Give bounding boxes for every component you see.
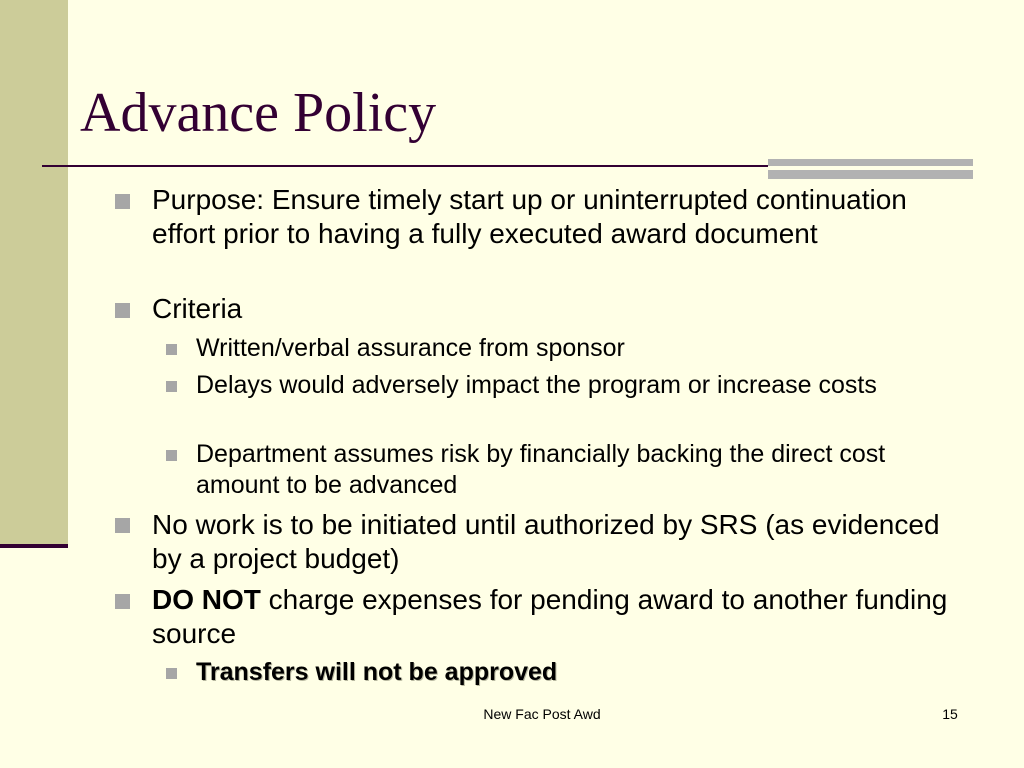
bullet-do-not <box>152 583 952 650</box>
bullet-purpose: Purpose: Ensure timely start up or uninterrupted continuation effort prior to having a fully executed award document <box>152 184 907 249</box>
criteria-item-delays: Delays would adversely impact the program or increase costs <box>196 371 877 399</box>
square-bullet-icon <box>166 668 177 679</box>
do-not-emphasis: DO NOT <box>152 584 261 615</box>
square-bullet-icon <box>115 303 130 318</box>
square-bullet-icon <box>115 518 130 533</box>
square-bullet-icon <box>115 194 130 209</box>
slide-title: Advance Policy <box>80 82 437 144</box>
footer-text: New Fac Post Awd <box>483 706 601 722</box>
criteria-item-risk: Department assumes risk by financially backing the direct cost amount to be advanced <box>196 440 886 499</box>
bullet-no-work: No work is to be initiated until authorized by SRS (as evidenced by a project budget) <box>152 509 940 574</box>
square-bullet-icon <box>166 381 177 392</box>
sub-bullet-transfers: Transfers will not be approved <box>196 658 558 686</box>
bullet-criteria: Criteria <box>152 293 243 324</box>
square-bullet-icon <box>115 594 130 609</box>
square-bullet-icon <box>166 450 177 461</box>
square-bullet-icon <box>166 344 177 355</box>
criteria-item-assurance: Written/verbal assurance from sponsor <box>196 334 625 362</box>
page-number: 15 <box>942 706 958 722</box>
do-not-text: charge expenses for pending award to another funding source <box>152 584 948 649</box>
